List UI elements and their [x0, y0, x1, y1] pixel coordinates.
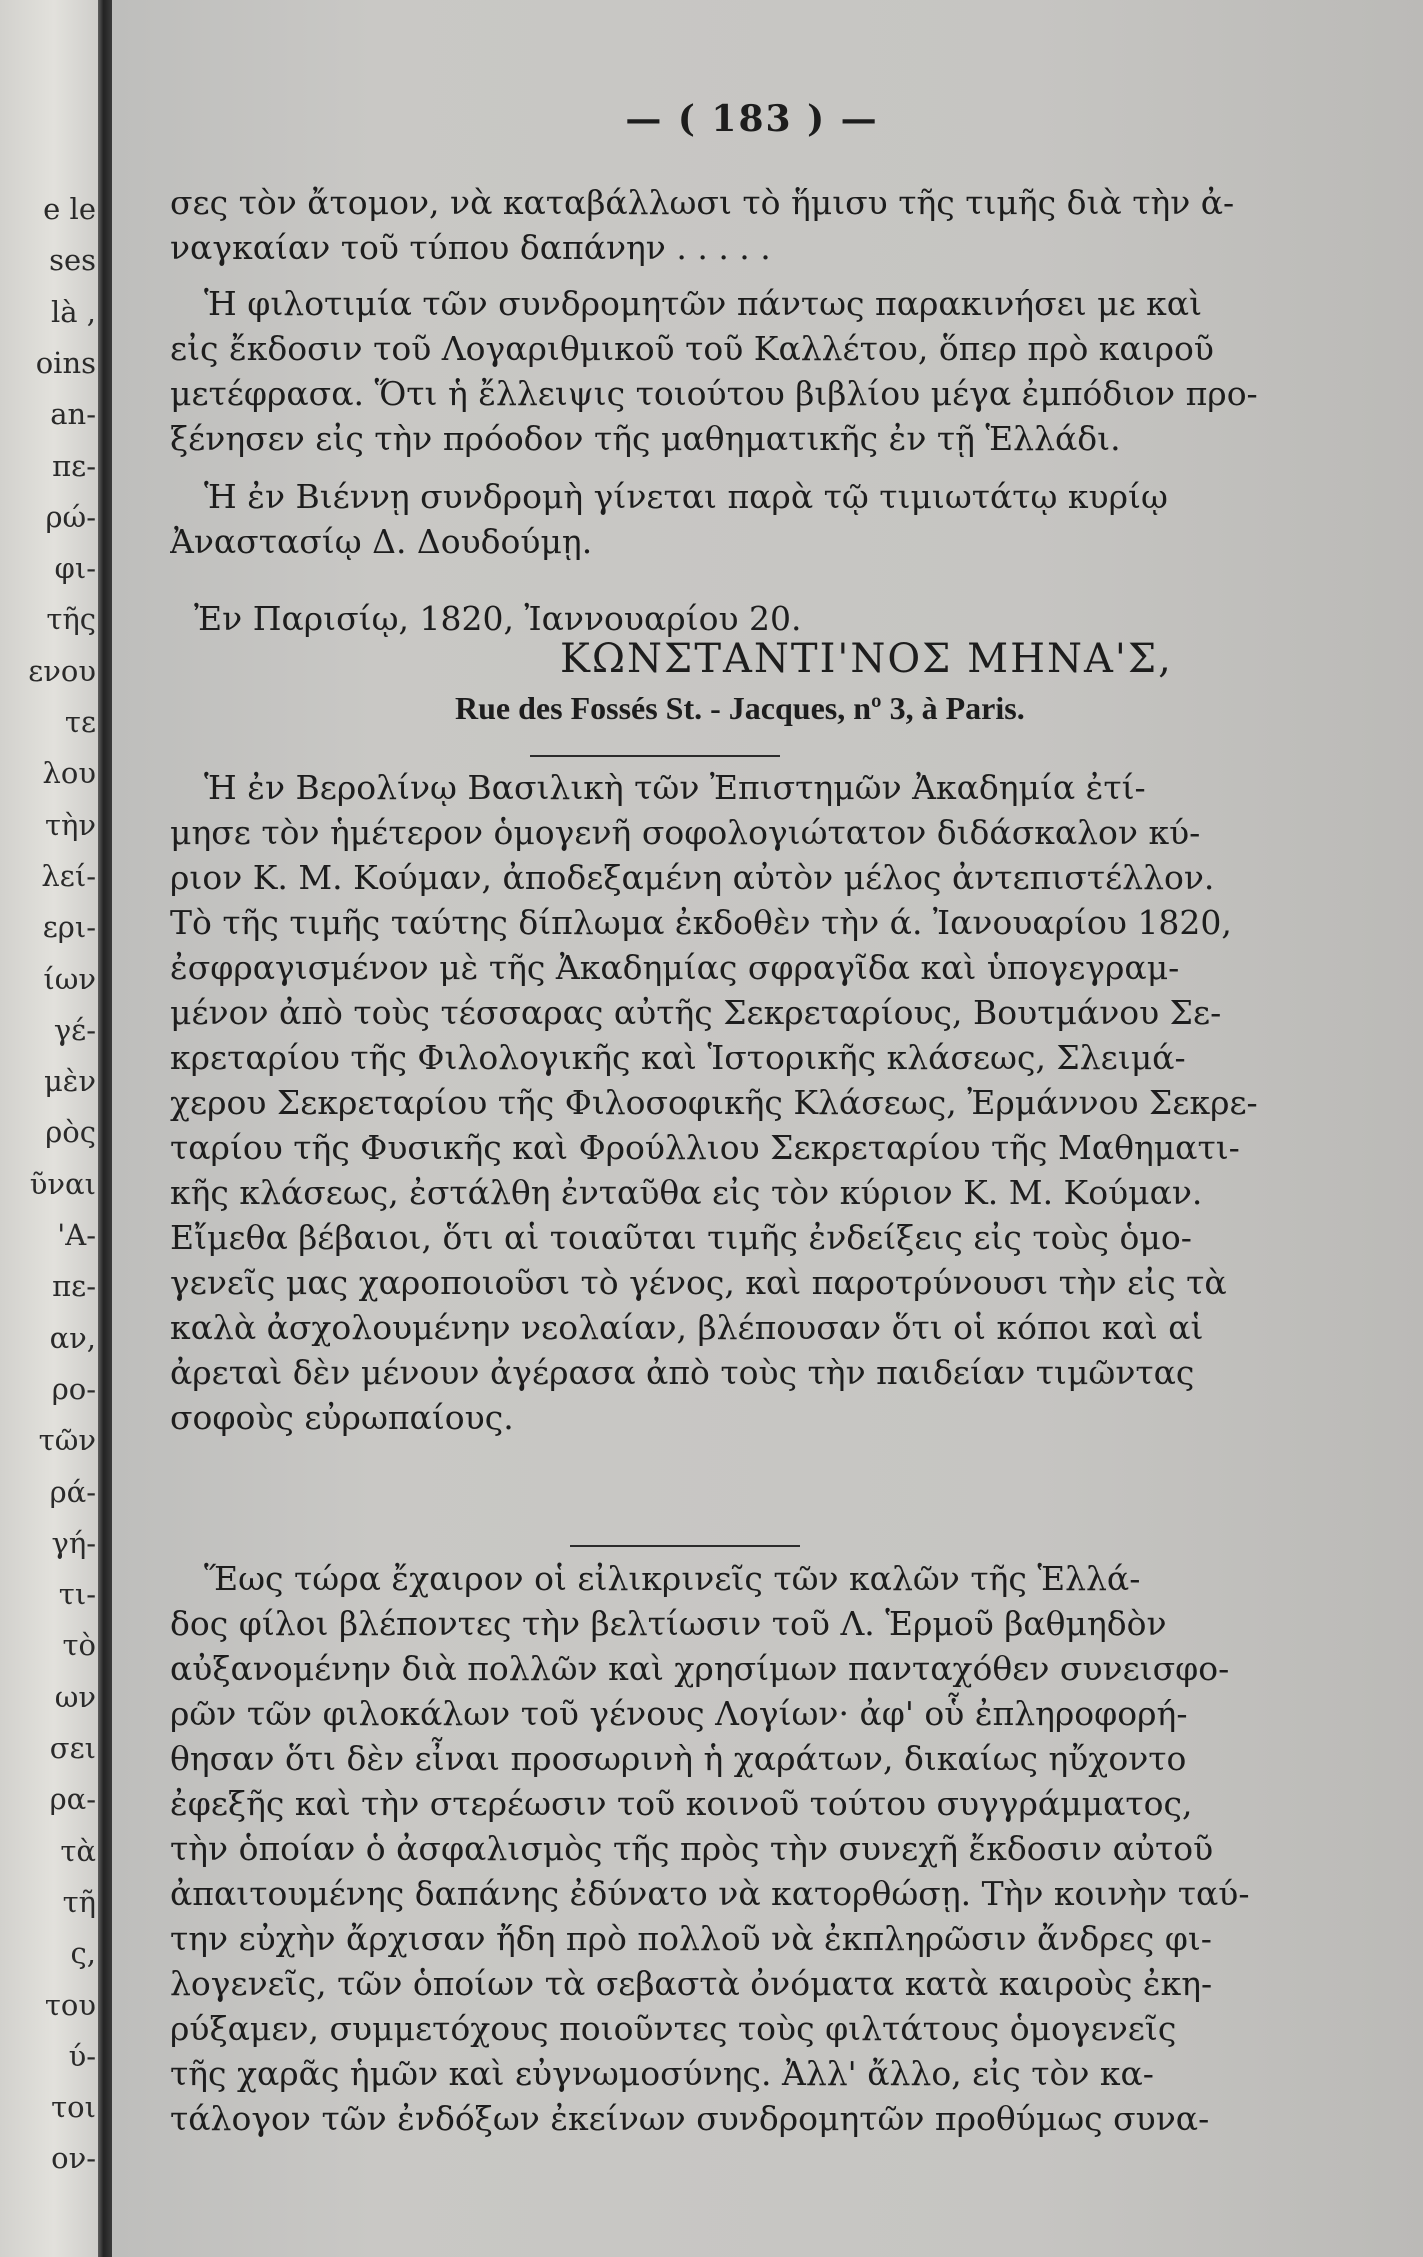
section-divider — [570, 1545, 800, 1547]
margin-fragment: ῦναι — [29, 1166, 96, 1201]
margin-fragment: ίων — [43, 961, 96, 996]
paragraph-vienna-subscription — [170, 474, 1310, 564]
text-line: αὐξανομένην διὰ πολλῶν καὶ χρησίμων πανταχόθεν συνεισφο- — [170, 1649, 1230, 1688]
adjacent-page-margin — [0, 0, 98, 2257]
text-line: χερου Σεκρεταρίου τῆς Φιλοσοφικῆς Κλάσεως, Ἐρμάννου Σεκρε- — [170, 1083, 1258, 1122]
margin-fragment: ενου — [28, 653, 96, 688]
text-line: την εὐχὴν ἄρχισαν ἤδη πρὸ πολλοῦ νὰ ἐκπληρῶσιν ἄνδρες φι- — [170, 1919, 1212, 1958]
margin-fragment: του — [44, 1987, 96, 2022]
text-line: ξένησεν εἰς τὴν πρόοδον τῆς μαθηματικῆς ἐν τῇ Ἑλλάδι. — [170, 419, 1121, 458]
margin-fragment: πε- — [52, 448, 96, 483]
text-line: ριον Κ. Μ. Κούμαν, ἀποδεξαμένη αὐτὸν μέλος ἀντεπιστέλλον. — [170, 858, 1215, 897]
margin-fragment: σει — [49, 1731, 96, 1765]
text-line: τάλογον τῶν ἐνδόξων ἐκείνων συνδρομητῶν προθύμως συνα- — [170, 2099, 1210, 2138]
text-line: ἀπαιτουμένης δαπάνης ἐδύνατο νὰ κατορθώσῃ. Τὴν κοινὴν ταύ- — [170, 1874, 1250, 1913]
margin-fragment: τὰ — [60, 1833, 96, 1868]
margin-fragment: ρώ- — [45, 499, 96, 534]
margin-fragment: ον- — [51, 2141, 96, 2176]
text-line: ἐφεξῆς καὶ τὴν στερέωσιν τοῦ κοινοῦ τούτου συγγράμματος, — [170, 1784, 1193, 1823]
margin-fragment: τῆς — [46, 602, 96, 637]
text-line: Ἡ ἐν Βερολίνῳ Βασιλικὴ τῶν Ἐπιστημῶν Ἀκαδημία ἐτί- — [204, 768, 1146, 807]
text-line: γενεῖς μας χαροποιοῦσι τὸ γένος, καὶ παροτρύνουσι τὴν εἰς τὰ — [170, 1263, 1227, 1302]
margin-fragment: φι- — [54, 551, 96, 586]
paragraph-logarithmic-edition — [170, 281, 1310, 461]
text-line: ρῶν τῶν φιλοκάλων τοῦ γένους Λογίων· ἀφ' οὗ ἐπληροφορή- — [170, 1694, 1188, 1733]
text-line: Ἡ ἐν Βιέννῃ συνδρομὴ γίνεται παρὰ τῷ τιμιωτάτῳ κυρίῳ — [204, 477, 1168, 516]
text-line: ταρίου τῆς Φυσικῆς καὶ Φρούλλιου Σεκρεταρίου τῆς Μαθηματι- — [170, 1128, 1240, 1167]
margin-fragment: ρα- — [49, 1782, 96, 1817]
margin-fragment: αν, — [49, 1320, 96, 1355]
text-line: Ἕως τώρα ἔχαιρον οἱ εἰλικρινεῖς τῶν καλῶν τῆς Ἑλλά- — [204, 1559, 1141, 1598]
margin-fragment: τε — [64, 705, 96, 739]
text-line: μετέφρασα. Ὅτι ἡ ἔλλειψις τοιούτου βιβλίου μέγα ἐμπόδιον προ- — [170, 374, 1258, 413]
margin-fragment: τῶν — [38, 1423, 96, 1458]
text-line: εἰς ἔκδοσιν τοῦ Λογαριθμικοῦ τοῦ Καλλέτου, ὅπερ πρὸ καιροῦ — [170, 329, 1214, 368]
text-line: δος φίλοι βλέποντες τὴν βελτίωσιν τοῦ Λ. Ἑρμοῦ βαθμηδὸν — [170, 1604, 1167, 1643]
paragraph-subscription-cost — [170, 180, 1310, 270]
text-line: μησε τὸν ἡμέτερον ὁμογενῆ σοφολογιώτατον διδάσκαλον κύ- — [170, 813, 1201, 852]
text-line: Ἀναστασίῳ Δ. Δουδούμῃ. — [170, 522, 593, 561]
margin-fragment: μὲν — [43, 1064, 96, 1099]
text-line: ρύξαμεν, συμμετόχους ποιοῦντες τοὺς φιλτάτους ὁμογενεῖς — [170, 2009, 1177, 2048]
book-gutter — [98, 0, 112, 2257]
date-line: Ἐν Παρισίῳ, 1820, Ἰαννουαρίου 20. — [194, 599, 802, 638]
margin-fragment: ων — [54, 1679, 96, 1714]
page-number: — ( 183 ) — — [625, 98, 879, 140]
address: Rue des Fossés St. - Jacques, nº 3, à Paris. — [455, 690, 1025, 726]
margin-fragment: ρὸς — [45, 1115, 96, 1150]
text-line: ναγκαίαν τοῦ τύπου δαπάνην . . . . . — [170, 228, 771, 267]
text-line: κρεταρίου τῆς Φιλολογικῆς καὶ Ἱστορικῆς κλάσεως, Σλειμά- — [170, 1038, 1186, 1077]
margin-fragment: τῆ — [62, 1884, 96, 1919]
margin-fragment: τὸ — [62, 1628, 96, 1663]
margin-fragment: là , — [50, 294, 96, 329]
margin-fragment: τοι — [51, 2090, 96, 2125]
margin-fragment: γή- — [51, 1525, 96, 1560]
margin-fragment: ses — [49, 243, 96, 278]
margin-fragment: 'Α- — [57, 1218, 96, 1252]
text-line: Ἡ φιλοτιμία τῶν συνδρομητῶν πάντως παρακινήσει με καὶ — [204, 284, 1203, 323]
text-line: κῆς κλάσεως, ἐστάλθη ἐνταῦθα εἰς τὸν κύριον Κ. Μ. Κούμαν. — [170, 1173, 1203, 1212]
margin-fragment: ρά- — [49, 1474, 96, 1509]
paragraph-hermes-logios — [170, 1556, 1310, 2141]
text-line: σες τὸν ἄτομον, νὰ καταβάλλωσι τὸ ἥμισυ τῆς τιμῆς διὰ τὴν ἀ- — [170, 183, 1235, 222]
paragraph-berlin-academy — [170, 765, 1310, 1440]
text-line: θησαν ὅτι δὲν εἶναι προσωρινὴ ἡ χαράτων, δικαίως ηὔχοντο — [170, 1739, 1187, 1778]
margin-fragment: ς, — [70, 1936, 96, 1971]
text-line: τῆς χαρᾶς ἡμῶν καὶ εὐγνωμοσύνης. Ἀλλ' ἄλλο, εἰς τὸν κα- — [170, 2054, 1154, 2093]
text-line: λογενεῖς, τῶν ὁποίων τὰ σεβαστὰ ὀνόματα κατὰ καιροὺς ἐκη- — [170, 1964, 1213, 2003]
margin-fragment: ρο- — [51, 1371, 96, 1406]
margin-fragment: e le — [43, 192, 96, 226]
margin-fragment: ύ- — [68, 2038, 96, 2073]
margin-fragment: γέ- — [53, 1012, 96, 1047]
text-line: ἀρεταὶ δὲν μένουν ἀγέρασα ἀπὸ τοὺς τὴν παιδείαν τιμῶντας — [170, 1353, 1195, 1392]
margin-fragment: an- — [50, 397, 96, 432]
text-line: μένον ἀπὸ τοὺς τέσσαρας αὐτῆς Σεκρεταρίους, Βουτμάνου Σε- — [170, 993, 1222, 1032]
margin-fragment: λεί- — [41, 858, 96, 893]
section-divider — [530, 755, 780, 757]
text-line: Τὸ τῆς τιμῆς ταύτης δίπλωμα ἐκδοθὲν τὴν ά. Ἰανουαρίου 1820, — [170, 903, 1232, 942]
text-line: τὴν ὁποίαν ὁ ἀσφαλισμὸς τῆς πρὸς τὴν συνεχῆ ἔκδοσιν αὐτοῦ — [170, 1829, 1214, 1868]
text-line: σοφοὺς εὐρωπαίους. — [170, 1398, 514, 1437]
margin-fragment: oins — [35, 345, 96, 380]
text-line: Εἴμεθα βέβαιοι, ὅτι αἱ τοιαῦται τιμῆς ἐνδείξεις εἰς τοὺς ὁμο- — [170, 1218, 1192, 1257]
margin-fragment: πε- — [52, 1269, 96, 1304]
signature: ΚΩΝΣΤΑΝΤΙ'ΝΟΣ ΜΗΝΑ'Σ, — [560, 636, 1173, 682]
margin-fragment: λου — [42, 756, 96, 791]
text-line: ἐσφραγισμένον μὲ τῆς Ἀκαδημίας σφραγῖδα καὶ ὑπογεγραμ- — [170, 948, 1180, 987]
text-line: καλὰ ἀσχολουμένην νεολαίαν, βλέπουσαν ὅτι οἱ κόποι καὶ αἱ — [170, 1308, 1204, 1347]
margin-fragment: τι- — [58, 1577, 96, 1612]
margin-fragment: τὴν — [44, 807, 96, 842]
margin-fragment: ερι- — [42, 910, 96, 945]
